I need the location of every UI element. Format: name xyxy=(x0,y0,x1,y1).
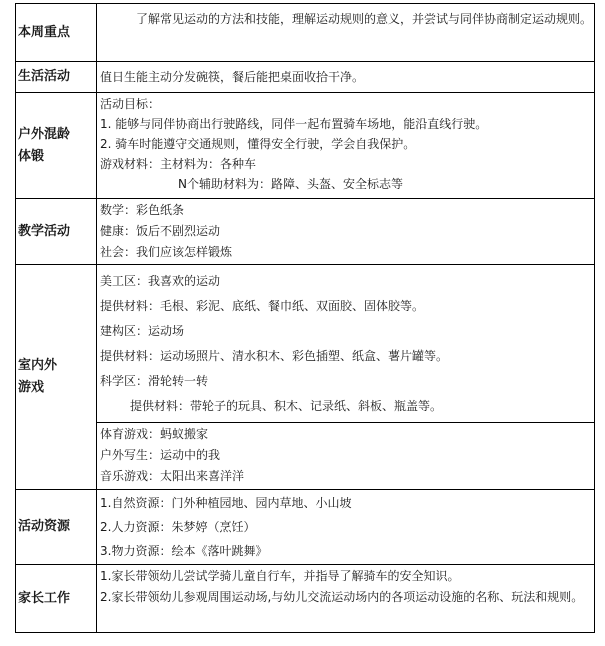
focus-text: 了解常见运动的方法和技能，理解运动规则的意义，并尝试与同伴协商制定运动规则。 xyxy=(136,12,593,26)
content-focus xyxy=(97,4,595,62)
label-outdoor-line-1: 户外混龄 xyxy=(18,126,71,142)
teaching-health: 健康：饭后不剧烈运动 xyxy=(100,224,221,238)
area-art: 美工区：我喜欢的运动 xyxy=(100,274,221,288)
parents-task-2: 2.家长带领幼儿参观周围运动场,与幼儿交流运动场内的各项运动设施的名称、玩法和规则。 xyxy=(100,590,584,604)
outdoor-goal-1: 1. 能够与同伴协商出行驶路线，同伴一起布置骑车场地，能沿直线行驶。 xyxy=(100,117,488,131)
weekly-plan-table xyxy=(15,3,595,633)
parents-task-1: 1.家长带领幼儿尝试学骑儿童自行车，并指导了解骑车的安全知识。 xyxy=(100,569,460,583)
teaching-social: 社会：我们应该怎样锻炼 xyxy=(100,245,233,259)
label-outdoor-line-2: 体锻 xyxy=(18,148,45,164)
game-music: 音乐游戏：太阳出来喜洋洋 xyxy=(100,469,245,483)
label-teaching: 教学活动 xyxy=(16,199,97,265)
area-science-materials: 提供材料：带轮子的玩具、积木、记录纸、斜板、瓶盖等。 xyxy=(130,399,443,413)
row-life xyxy=(16,62,595,93)
content-outdoor xyxy=(97,93,595,199)
content-indoor-games xyxy=(97,423,595,490)
content-resources xyxy=(97,490,595,565)
row-indoor-areas xyxy=(16,265,595,423)
area-build: 建构区：运动场 xyxy=(100,324,185,338)
label-indoor-line-1: 室内外 xyxy=(18,358,58,373)
content-indoor-areas xyxy=(97,265,595,423)
label-parents: 家长工作 xyxy=(16,565,97,633)
row-parents xyxy=(16,565,595,633)
area-science: 科学区：滑轮转一转 xyxy=(100,374,209,388)
game-sketch: 户外写生：运动中的我 xyxy=(100,448,221,462)
row-focus xyxy=(16,4,595,62)
label-indoor xyxy=(16,265,97,490)
row-resources xyxy=(16,490,595,565)
teaching-math: 数学：彩色纸条 xyxy=(100,203,185,217)
label-outdoor xyxy=(16,93,97,199)
outdoor-materials-aux: N个辅助材料为：路障、头盔、安全标志等 xyxy=(178,177,403,191)
weekly-plan-sheet xyxy=(15,3,595,633)
row-outdoor xyxy=(16,93,595,199)
resource-material: 3.物力资源：绘本《落叶跳舞》 xyxy=(100,544,268,558)
content-teaching xyxy=(97,199,595,265)
resource-human: 2.人力资源：朱梦婷（烹饪） xyxy=(100,520,256,534)
outdoor-goal-heading: 活动目标： xyxy=(100,97,161,111)
label-indoor-line-2: 游戏 xyxy=(18,380,45,395)
resource-natural: 1.自然资源：门外种植园地、园内草地、小山坡 xyxy=(100,496,352,510)
content-parents xyxy=(97,565,595,633)
life-text: 值日生能主动分发碗筷，餐后能把桌面收拾干净。 xyxy=(100,70,365,84)
outdoor-goal-2: 2. 骑车时能遵守交通规则，懂得安全行驶，学会自我保护。 xyxy=(100,137,416,151)
content-life xyxy=(97,62,595,93)
row-indoor-games xyxy=(16,423,595,490)
area-build-materials: 提供材料：运动场照片、清水积木、彩色插塑、纸盒、薯片罐等。 xyxy=(100,349,449,363)
game-sports: 体育游戏：蚂蚁搬家 xyxy=(100,427,209,441)
area-art-materials: 提供材料：毛根、彩泥、底纸、餐巾纸、双面胶、固体胶等。 xyxy=(100,299,425,313)
row-teaching xyxy=(16,199,595,265)
label-focus: 本周重点 xyxy=(16,4,97,62)
label-resources: 活动资源 xyxy=(16,490,97,565)
label-life: 生活活动 xyxy=(16,62,97,93)
outdoor-materials-main: 游戏材料：主材料为：各种车 xyxy=(100,157,257,171)
